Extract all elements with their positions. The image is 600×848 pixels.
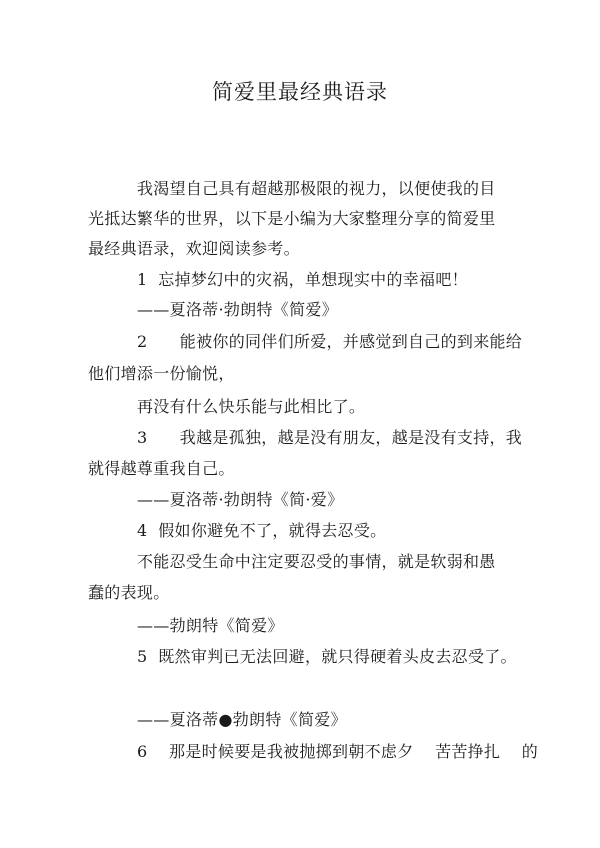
quote-line: 他们增添一份愉悦， <box>88 364 235 383</box>
quote-line: 2 能被你的同伴们所爱，并感觉到自己的到来能给 <box>137 332 523 351</box>
quote-line: 5 既然审判已无法回避，就只得硬着头皮去忍受了。 <box>137 647 517 666</box>
quote-line: 就得越尊重我自己。 <box>88 459 235 478</box>
attribution-line: ——勃朗特《简爱》 <box>137 616 284 635</box>
quote-line: 3 我越是孤独，越是没有朋友，越是没有支持，我 <box>137 428 523 447</box>
quote-line: 蠢的表现。 <box>88 583 170 602</box>
paragraph-line: 最经典语录，欢迎阅读参考。 <box>88 239 300 258</box>
attribution-line: ——夏洛蒂●勃朗特《简爱》 <box>137 710 347 729</box>
quote-line: 4 假如你避免不了，就得去忍受。 <box>137 521 387 540</box>
paragraph-line: 光抵达繁华的世界，以下是小编为大家整理分享的简爱里 <box>88 209 496 228</box>
quote-line: 1 忘掉梦幻中的灾祸，单想现实中的幸福吧！ <box>137 270 468 289</box>
attribution-line: ——夏洛蒂·勃朗特《简·爱》 <box>137 490 344 509</box>
quote-line: 再没有什么快乐能与此相比了。 <box>137 397 366 416</box>
attribution-line: ——夏洛蒂·勃朗特《简爱》 <box>137 300 338 319</box>
quote-line: 不能忍受生命中注定要忍受的事情，就是软弱和愚 <box>137 552 496 571</box>
page-title: 简爱里最经典语录 <box>212 80 388 104</box>
paragraph-line: 我渴望自己具有超越那极限的视力，以便使我的目 <box>137 179 496 198</box>
quote-line: 6 那是时候要是我被抛掷到朝不虑夕 苦苦挣扎 的 <box>137 742 539 761</box>
